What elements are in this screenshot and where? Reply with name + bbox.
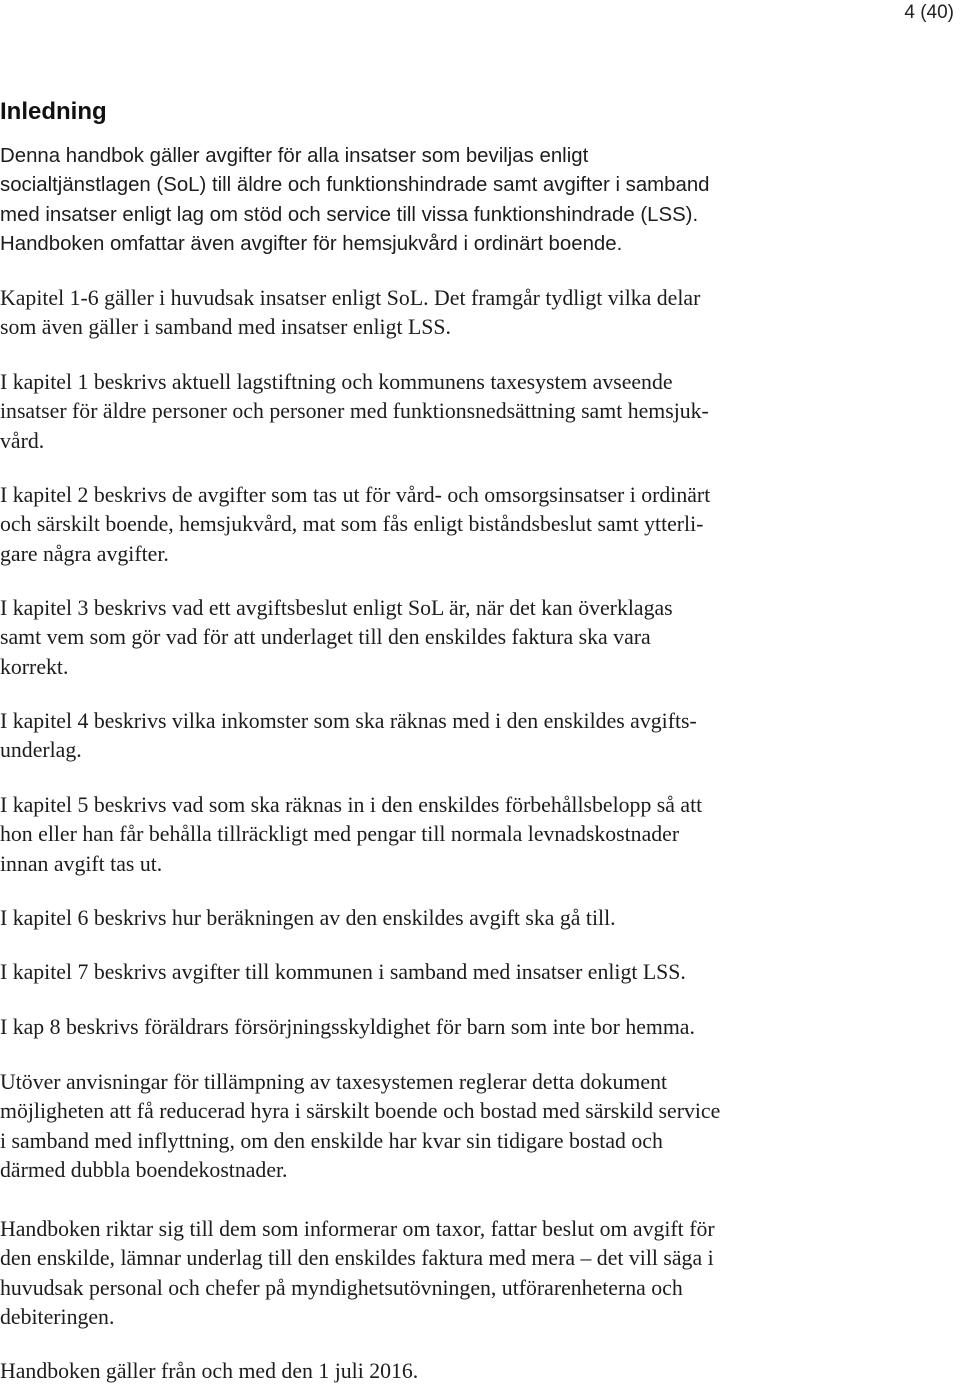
text-line: Handboken riktar sig till dem som informerar om taxor, fattar beslut om avgift för (0, 1217, 715, 1241)
text-line: debiteringen. (0, 1304, 115, 1329)
text-line: I kapitel 1 beskrivs aktuell lagstiftning och kommunens taxesystem avseende (0, 370, 673, 394)
text-line: insatser för äldre personer och personer med funktionsnedsättning samt hemsjuk- (0, 399, 709, 424)
text-line: I kapitel 2 beskrivs de avgifter som tas ut för vård- och omsorgsinsatser i ordinärt (0, 483, 711, 507)
text-line: Handboken omfattar även avgifter för hemsjukvård i ordinärt boende. (0, 232, 623, 255)
paragraph-chapter-7 (0, 958, 686, 987)
text-line: socialtjänstlagen (SoL) till äldre och funktionshindrade samt avgifter i samband (0, 174, 710, 197)
paragraph-reduced-rent (0, 1068, 720, 1185)
paragraph-intro (0, 142, 710, 259)
text-line: innan avgift tas ut. (0, 851, 163, 876)
text-line: vård. (0, 428, 45, 453)
paragraph-effective-date (0, 1357, 418, 1386)
text-line: gare några avgifter. (0, 541, 169, 566)
text-line: I kapitel 7 beskrivs avgifter till kommunen i samband med insatser enligt LSS. (0, 960, 686, 984)
text-line: hon eller han får behålla tillräckligt med pengar till normala levnadskostnader (0, 822, 680, 847)
text-line: och särskilt boende, hemsjukvård, mat som fås enligt biståndsbeslut samt ytterli- (0, 512, 704, 537)
paragraph-chapter-3 (0, 594, 673, 682)
paragraph-chapter-8 (0, 1013, 695, 1042)
text-line: I kapitel 3 beskrivs vad ett avgiftsbeslut enligt SoL är, när det kan överklagas (0, 596, 673, 620)
text-line: möjligheten att få reducerad hyra i särskilt boende och bostad med särskild service (0, 1099, 721, 1124)
paragraph-scope (0, 284, 700, 343)
text-line: huvudsak personal och chefer på myndighetsutövningen, utförarenheterna och (0, 1275, 683, 1300)
text-line: samt vem som gör vad för att underlaget till den enskildes faktura ska vara (0, 625, 651, 650)
section-heading: Inledning (0, 98, 107, 125)
text-line: därmed dubbla boendekostnader. (0, 1157, 288, 1182)
text-line: underlag. (0, 738, 82, 763)
text-line: I kapitel 5 beskrivs vad som ska räknas in i den enskildes förbehållsbelopp så att (0, 793, 703, 817)
text-line: den enskilde, lämnar underlag till den enskildes faktura med mera – det vill säga i (0, 1246, 714, 1271)
paragraph-chapter-5 (0, 791, 702, 879)
paragraph-chapter-2 (0, 481, 710, 569)
paragraph-chapter-6 (0, 904, 616, 933)
text-line: I kap 8 beskrivs föräldrars försörjningsskyldighet för barn som inte bor hemma. (0, 1015, 695, 1039)
page-number: 4 (40) (904, 2, 954, 23)
text-line: korrekt. (0, 654, 69, 679)
paragraph-audience (0, 1215, 715, 1332)
paragraph-chapter-1 (0, 368, 709, 456)
text-line: Handboken gäller från och med den 1 juli 2016. (0, 1359, 419, 1383)
text-line: I kapitel 6 beskrivs hur beräkningen av den enskildes avgift ska gå till. (0, 906, 616, 930)
text-line: Kapitel 1-6 gäller i huvudsak insatser enligt SoL. Det framgår tydligt vilka delar (0, 286, 701, 310)
text-line: I kapitel 4 beskrivs vilka inkomster som ska räknas med i den enskildes avgifts- (0, 709, 697, 733)
text-line: Utöver anvisningar för tillämpning av taxesystemen reglerar detta dokument (0, 1070, 668, 1094)
text-line: med insatser enligt lag om stöd och service till vissa funktionshindrade (LSS). (0, 203, 699, 226)
paragraph-chapter-4 (0, 707, 697, 766)
text-line: Denna handbok gäller avgifter för alla insatser som beviljas enligt (0, 145, 589, 167)
text-line: i samband med inflyttning, om den enskilde har kvar sin tidigare bostad och (0, 1128, 663, 1153)
text-line: som även gäller i samband med insatser enligt LSS. (0, 315, 451, 340)
